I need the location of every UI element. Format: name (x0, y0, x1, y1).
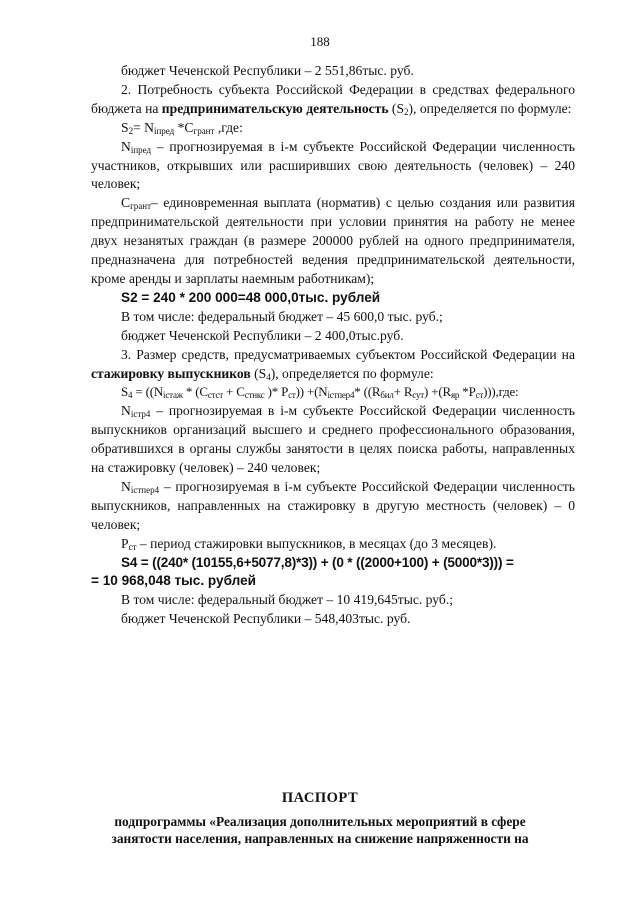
page-number: 188 (310, 34, 330, 49)
text: 2. Потребность субъекта Российской Федерации в средствах федерального бюджета на (91, 81, 575, 116)
bold-term-entrepreneurship: предпринимательскую деятельность (161, 100, 389, 116)
subscript: ст (475, 390, 484, 401)
text: ), определяется по формуле: (270, 365, 434, 381)
text: – прогнозируемая в i-м субъекте Российской Федерации численность выпускников организаций высшего и среднего профессионального образования, обратившихся в органы службы занятости в целях поиска работы, направленных на стажировку (человек) – 240 человек; (91, 403, 575, 476)
subscript: яр (450, 390, 460, 401)
document-body (91, 62, 575, 629)
subscript: ст (128, 541, 137, 552)
text: ))),где: (483, 384, 519, 400)
text: ) +(R (424, 384, 451, 400)
text: * ((R (354, 384, 381, 400)
definition-n-str4 (91, 402, 575, 478)
subscript: бил (380, 390, 394, 401)
subscript: iстаж (163, 390, 183, 401)
bold-term-internship: стажировку выпускников (91, 365, 251, 381)
paragraph-item-3 (91, 346, 575, 384)
text: S (121, 119, 129, 135)
subscript: стст (207, 390, 223, 401)
text: – единовременная выплата (норматив) с целью создания или развития предпринимательской деятельности при условии принятия на работу не менее двух незанятых граждан (в размере 200000 рублей на одного предпринимателя, предназначена для потребностей ведения предпринимательской деятельности, кроме аренды и зарплаты наемным работникам); (91, 195, 575, 286)
text: + R (393, 384, 413, 400)
subscript: iстпер4 (130, 484, 160, 495)
text: – прогнозируемая в i-м субъекте Российской Федерации численность участников, открывших или расширивших свою деятельность (человек) – 240 человек; (91, 138, 575, 192)
definition-n-stper4 (91, 478, 575, 535)
formula-s2 (91, 119, 575, 138)
regional-budget-3: бюджет Чеченской Республики – 548,403тыс. руб. (121, 611, 411, 627)
subscript: 2 (404, 106, 409, 117)
formula-s4 (91, 383, 575, 402)
text: = N (133, 119, 154, 135)
text: *C (174, 119, 194, 135)
passport-subtitle-line2: занятости населения, направленных на снижение напряженности на (111, 831, 529, 846)
text: C (121, 195, 131, 211)
subscript: грант (130, 201, 152, 212)
text: ), определяется по формуле: (408, 100, 572, 116)
text: (S (388, 100, 405, 116)
text: )) +(N (295, 384, 328, 400)
definition-p-st (91, 535, 575, 554)
text: N (121, 138, 131, 154)
paragraph-regional-budget-1: бюджет Чеченской Республики – 2 551,86тыс. руб. (121, 63, 414, 78)
federal-budget-1: В том числе: федеральный бюджет – 45 600,0 тыс. руб.; (121, 308, 443, 324)
federal-budget-2: В том числе: федеральный бюджет – 10 419,645тыс. руб.; (121, 592, 454, 608)
definition-n-pred (91, 138, 575, 195)
text: *P (459, 384, 476, 400)
subscript: ст (288, 390, 296, 401)
text: P (121, 535, 129, 551)
text: – период стажировки выпускников, в месяцах (до 3 месяцев). (136, 535, 497, 551)
passport-subtitle-line1: подпрограммы «Реализация дополнительных мероприятий в сфере (114, 814, 526, 829)
text: (S (250, 365, 267, 381)
paragraph-item-2 (91, 81, 575, 119)
subscript: стнкс (244, 390, 265, 401)
subscript: грант (193, 125, 215, 136)
subscript: 4 (128, 390, 133, 401)
passport-title: ПАСПОРТ (281, 790, 359, 806)
text: ,где: (214, 119, 243, 135)
text: N (121, 478, 131, 494)
result-s4-line1: S4 = ((240* (10155,6+5077,8)*3)) + (0 * ((2000+100) + (5000*3))) = (121, 554, 514, 570)
subscript: iстпер4 (327, 390, 355, 401)
text: * (C (182, 384, 208, 400)
text: N (121, 403, 131, 419)
subscript: iстр4 (130, 409, 151, 420)
subscript: 2 (128, 125, 134, 136)
result-s4-line2: = 10 968,048 тыс. рублей (91, 573, 257, 589)
text: = ((N (132, 384, 164, 400)
text: 3. Размер средств, предусматриваемых субъектом Российской Федерации на (121, 346, 575, 362)
subscript: iпред (153, 125, 175, 136)
result-s2: S2 = 240 * 200 000=48 000,0тыс. рублей (121, 289, 381, 305)
text: )* P (264, 384, 289, 400)
subscript: 4 (266, 371, 271, 382)
regional-budget-2: бюджет Чеченской Республики – 2 400,0тыс.руб. (121, 327, 404, 343)
subscript: iпред (130, 144, 152, 155)
text: – прогнозируемая в i-м субъекте Российской Федерации численность выпускников, направленных на стажировку в другую местность (человек) – 0 человек; (91, 478, 575, 532)
text: S (121, 384, 129, 400)
definition-c-grant (91, 194, 575, 289)
text: + C (222, 384, 245, 400)
subscript: сут (412, 390, 425, 401)
